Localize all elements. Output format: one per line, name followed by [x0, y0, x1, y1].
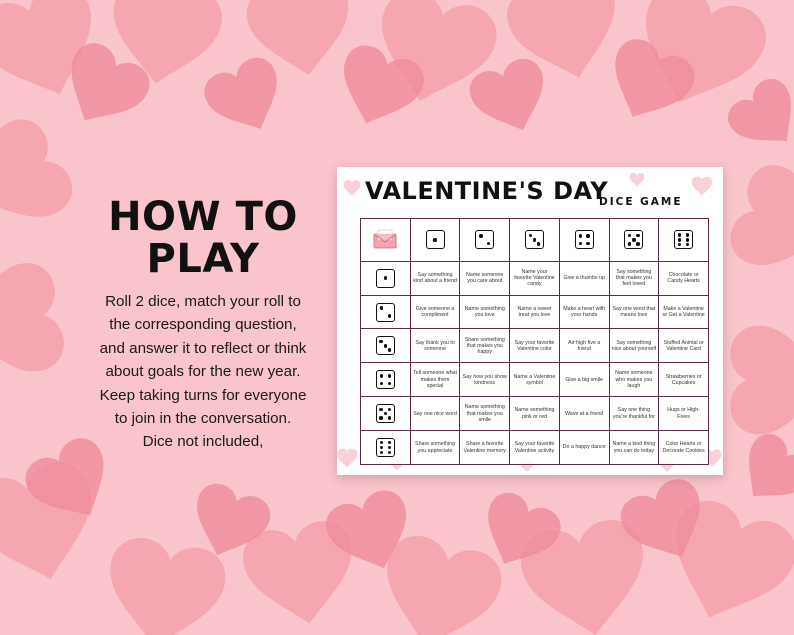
column-die-header — [559, 219, 609, 262]
die-pip — [380, 451, 383, 454]
prompt-cell: Name a kind thing you can do today — [609, 431, 659, 465]
die-pip — [380, 446, 383, 449]
prompt-cell: Say one word that means love — [609, 295, 659, 329]
die-pip — [388, 451, 391, 454]
die-pip — [533, 238, 536, 241]
prompt-cell: Do a happy dance — [559, 431, 609, 465]
grid-header-row — [361, 219, 709, 262]
die-pip — [678, 243, 681, 246]
die-pip — [686, 243, 689, 246]
column-die-header — [410, 219, 460, 262]
prompt-cell: Say your favorite Valentine color — [510, 329, 560, 363]
grid-row — [361, 363, 709, 397]
prompt-cell: Say something kind about a friend — [410, 261, 460, 295]
prompt-cell: Name something that makes you smile — [460, 397, 510, 431]
prompt-cell: Say one nice word — [410, 397, 460, 431]
instruction-line: about goals for the new year. — [105, 363, 301, 381]
prompt-cell: Give a thumbs up — [559, 261, 609, 295]
die-pip — [529, 234, 532, 237]
die-pip — [380, 441, 383, 444]
prompt-cell: Name something you love — [460, 295, 510, 329]
die-6-icon — [376, 438, 395, 457]
die-pip — [388, 408, 391, 411]
die-4-icon — [376, 370, 395, 389]
die-5-icon — [624, 230, 643, 249]
row-die-header — [361, 363, 411, 397]
prompt-cell: Say something nice about yourself — [609, 329, 659, 363]
die-pip — [388, 416, 391, 419]
prompt-cell: Name a Valentine symbol — [510, 363, 560, 397]
die-6-icon — [674, 230, 693, 249]
love-letter-icon — [361, 219, 411, 262]
prompt-cell: Make a Valentine or Get a Valentine — [659, 295, 709, 329]
row-die-header — [361, 261, 411, 295]
die-pip — [380, 374, 383, 377]
prompt-cell: Say how you show kindness — [460, 363, 510, 397]
die-pip — [628, 242, 631, 245]
die-pip — [586, 234, 589, 237]
die-pip — [636, 234, 639, 237]
instruction-line: and answer it to reflect or think — [99, 339, 307, 357]
die-pip — [579, 234, 582, 237]
prompt-cell: Share a favorite Valentine memory — [460, 431, 510, 465]
die-pip — [586, 242, 589, 245]
die-pip — [579, 242, 582, 245]
prompt-cell: Strawberries or Cupcakes — [659, 363, 709, 397]
die-4-icon — [575, 230, 594, 249]
die-pip — [388, 314, 391, 317]
die-1-icon — [426, 230, 445, 249]
grid-row — [361, 431, 709, 465]
column-die-header — [460, 219, 510, 262]
grid-row — [361, 329, 709, 363]
prompt-cell: Say your favorite Valentine activity — [510, 431, 560, 465]
column-die-header — [510, 219, 560, 262]
die-pip — [384, 344, 387, 347]
grid-row — [361, 397, 709, 431]
dice-game-sheet — [337, 167, 723, 475]
prompt-cell: Share something you appreciate — [410, 431, 460, 465]
die-pip — [628, 234, 631, 237]
die-pip — [686, 233, 689, 236]
die-3-icon — [525, 230, 544, 249]
prompt-cell: Name someone you care about — [460, 261, 510, 295]
die-2-icon — [376, 303, 395, 322]
die-pip — [379, 408, 382, 411]
prompt-cell: Stuffed Animal or Valentine Card — [659, 329, 709, 363]
die-pip — [632, 238, 635, 241]
prompt-cell: Give someone a compliment — [410, 295, 460, 329]
die-pip — [384, 412, 387, 415]
die-pip — [433, 238, 436, 241]
sheet-title: VALENTINE'S DAY — [365, 177, 609, 205]
die-pip — [388, 374, 391, 377]
column-die-header — [609, 219, 659, 262]
how-to-play-title — [78, 196, 328, 280]
instruction-line: Roll 2 dice, match your roll to — [105, 293, 301, 310]
grid-row — [361, 261, 709, 295]
instruction-line: Keep taking turns for everyone — [99, 386, 307, 404]
prompt-cell: Make a heart with your hands — [559, 295, 609, 329]
prompt-cell: Say something that makes you feel loved — [609, 261, 659, 295]
prompt-cell: Hugs or High-Fives — [659, 397, 709, 431]
prompt-cell: Chocolate or Candy Hearts — [659, 261, 709, 295]
column-die-header — [659, 219, 709, 262]
prompt-cell: Name your favorite Valentine candy — [510, 261, 560, 295]
prompt-cell: Wave at a friend — [559, 397, 609, 431]
die-pip — [380, 306, 383, 309]
die-3-icon — [376, 336, 395, 355]
instruction-line: to join in the conversation. — [114, 410, 292, 428]
prompt-cell: Air high five a friend — [559, 329, 609, 363]
prompt-cell: Say thank you to someone — [410, 329, 460, 363]
die-pip — [487, 242, 490, 245]
prompt-cell: Name someone who makes you laugh — [609, 363, 659, 397]
die-pip — [388, 446, 391, 449]
instructions-text — [72, 290, 334, 454]
die-pip — [678, 233, 681, 236]
die-pip — [388, 348, 391, 351]
row-die-header — [361, 329, 411, 363]
die-pip — [678, 238, 681, 241]
instruction-line: the corresponding question, — [109, 316, 297, 334]
die-pip — [388, 382, 391, 385]
row-die-header — [361, 397, 411, 431]
title-line-1: HOW TO — [108, 194, 298, 240]
die-pip — [636, 242, 639, 245]
die-2-icon — [475, 230, 494, 249]
die-pip — [686, 238, 689, 241]
die-pip — [479, 234, 482, 237]
instruction-line: Dice not included, — [142, 433, 264, 451]
title-line-2: PLAY — [146, 236, 260, 282]
dice-grid — [360, 218, 709, 465]
die-5-icon — [376, 404, 395, 423]
row-die-header — [361, 431, 411, 465]
prompt-cell: Color Hearts or Decorate Cookies — [659, 431, 709, 465]
die-pip — [380, 382, 383, 385]
prompt-cell: Name something pink or red — [510, 397, 560, 431]
how-to-play-panel — [78, 196, 328, 454]
prompt-cell: Share something that makes you happy — [460, 329, 510, 363]
prompt-cell: Say one thing you're thankful for — [609, 397, 659, 431]
row-die-header — [361, 295, 411, 329]
die-pip — [384, 276, 387, 279]
prompt-cell: Tell someone what makes them special — [410, 363, 460, 397]
prompt-cell: Name a sweet treat you love — [510, 295, 560, 329]
prompt-cell: Give a big smile — [559, 363, 609, 397]
die-pip — [537, 242, 540, 245]
die-pip — [388, 441, 391, 444]
grid-row — [361, 295, 709, 329]
die-pip — [379, 340, 382, 343]
die-pip — [379, 416, 382, 419]
sheet-subtitle: DICE GAME — [599, 196, 683, 208]
die-1-icon — [376, 269, 395, 288]
